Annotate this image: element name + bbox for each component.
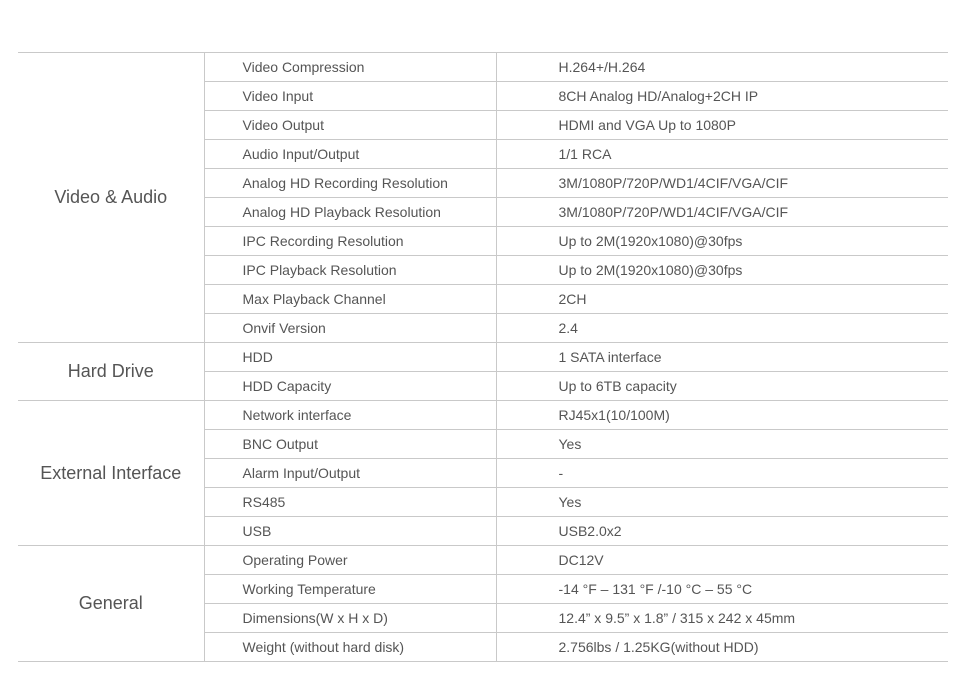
spec-label: IPC Playback Resolution: [204, 256, 496, 285]
table-row: [18, 546, 948, 575]
category-label: General: [18, 546, 204, 662]
spec-value: DC12V: [496, 546, 948, 575]
spec-value: Yes: [496, 430, 948, 459]
table-row: [18, 343, 948, 372]
spec-value: 3M/1080P/720P/WD1/4CIF/VGA/CIF: [496, 198, 948, 227]
spec-value: 8CH Analog HD/Analog+2CH IP: [496, 82, 948, 111]
table-row: [18, 53, 948, 82]
spec-label: Audio Input/Output: [204, 140, 496, 169]
spec-label: RS485: [204, 488, 496, 517]
spec-label: IPC Recording Resolution: [204, 227, 496, 256]
spec-label: Weight (without hard disk): [204, 633, 496, 662]
spec-label: Network interface: [204, 401, 496, 430]
spec-value: H.264+/H.264: [496, 53, 948, 82]
spec-value: -: [496, 459, 948, 488]
category-label: External Interface: [18, 401, 204, 546]
spec-label: Analog HD Playback Resolution: [204, 198, 496, 227]
spec-value: 2.756lbs / 1.25KG(without HDD): [496, 633, 948, 662]
spec-label: Max Playback Channel: [204, 285, 496, 314]
spec-value: 2.4: [496, 314, 948, 343]
spec-value: 2CH: [496, 285, 948, 314]
spec-value: Up to 6TB capacity: [496, 372, 948, 401]
spec-value: RJ45x1(10/100M): [496, 401, 948, 430]
category-label: Hard Drive: [18, 343, 204, 401]
spec-label: Alarm Input/Output: [204, 459, 496, 488]
spec-label: BNC Output: [204, 430, 496, 459]
spec-label: Dimensions(W x H x D): [204, 604, 496, 633]
spec-value: USB2.0x2: [496, 517, 948, 546]
spec-label: Analog HD Recording Resolution: [204, 169, 496, 198]
spec-value: Up to 2M(1920x1080)@30fps: [496, 256, 948, 285]
spec-label: USB: [204, 517, 496, 546]
spec-label: Onvif Version: [204, 314, 496, 343]
spec-value: Up to 2M(1920x1080)@30fps: [496, 227, 948, 256]
table-row: [18, 401, 948, 430]
spec-value: -14 °F – 131 °F /-10 °C – 55 °C: [496, 575, 948, 604]
spec-label: Working Temperature: [204, 575, 496, 604]
spec-label: Video Output: [204, 111, 496, 140]
spec-label: Operating Power: [204, 546, 496, 575]
spec-value: 3M/1080P/720P/WD1/4CIF/VGA/CIF: [496, 169, 948, 198]
spec-label: Video Compression: [204, 53, 496, 82]
spec-label: Video Input: [204, 82, 496, 111]
spec-value: Yes: [496, 488, 948, 517]
spec-value: 1/1 RCA: [496, 140, 948, 169]
spec-label: HDD: [204, 343, 496, 372]
spec-value: 12.4” x 9.5” x 1.8” / 315 x 242 x 45mm: [496, 604, 948, 633]
category-label: Video & Audio: [18, 53, 204, 343]
spec-value: HDMI and VGA Up to 1080P: [496, 111, 948, 140]
spec-value: 1 SATA interface: [496, 343, 948, 372]
spec-table: [18, 52, 948, 662]
spec-label: HDD Capacity: [204, 372, 496, 401]
